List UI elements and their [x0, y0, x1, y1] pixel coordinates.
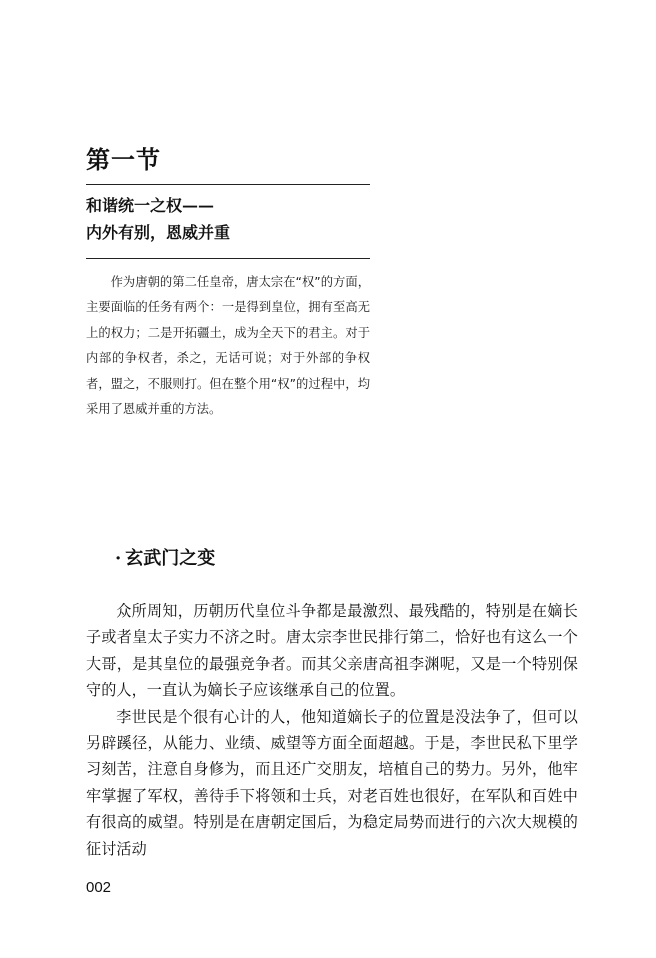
subsection-title: 玄武门之变 — [125, 548, 216, 569]
body-paragraph: 李世民是个很有心计的人，他知道嫡长子的位置是没法争了，但可以另辟蹊径，从能力、业绩、威望等方面全面超越。于是，李世民私下里学习刻苦，注意自身修为，而且还广交朋友，培植自己的势力。另外，他牢牢掌握了军权，善待手下将领和士兵，对老百姓也很好，在军队和百姓中有很高的威望。特别是在唐朝定国后，为稳定局势而进行的六次大规模的征讨活动 — [86, 707, 578, 858]
subsection-bullet: · — [115, 548, 122, 569]
section-title-line-2: 内外有别，恩威并重 — [86, 223, 231, 242]
section-abstract: 作为唐朝的第二任皇帝，唐太宗在“权”的方面，主要面临的任务有两个：一是得到皇位，拥有至高无上的权力；二是开拓疆土，成为全天下的君主。对于内部的争权者，杀之，无话可说；对于外部的争权者，盟之，不服则打。但在整个用“权”的过程中，均采用了恩威并重的方法。 — [86, 275, 370, 417]
body-paragraph: 众所周知，历朝历代皇位斗争都是最激烈、最残酷的，特别是在嫡长子或者皇太子实力不济之时。唐太宗李世民排行第二，恰好也有这么一个大哥，是其皇位的最强竞争者。而其父亲唐高祖李渊呢，又是一个特别保守的人，一直认为嫡长子应该继承自己的位置。 — [86, 602, 578, 700]
section-bottom-rule — [86, 258, 370, 259]
section-top-rule — [86, 184, 370, 185]
subsection-heading — [115, 545, 215, 573]
page-number: 002 — [86, 879, 112, 896]
section-title — [86, 192, 230, 246]
section-number: 第一节 — [86, 145, 161, 174]
body-text — [86, 598, 578, 862]
section-title-line-1: 和谐统一之权—— — [86, 196, 215, 215]
